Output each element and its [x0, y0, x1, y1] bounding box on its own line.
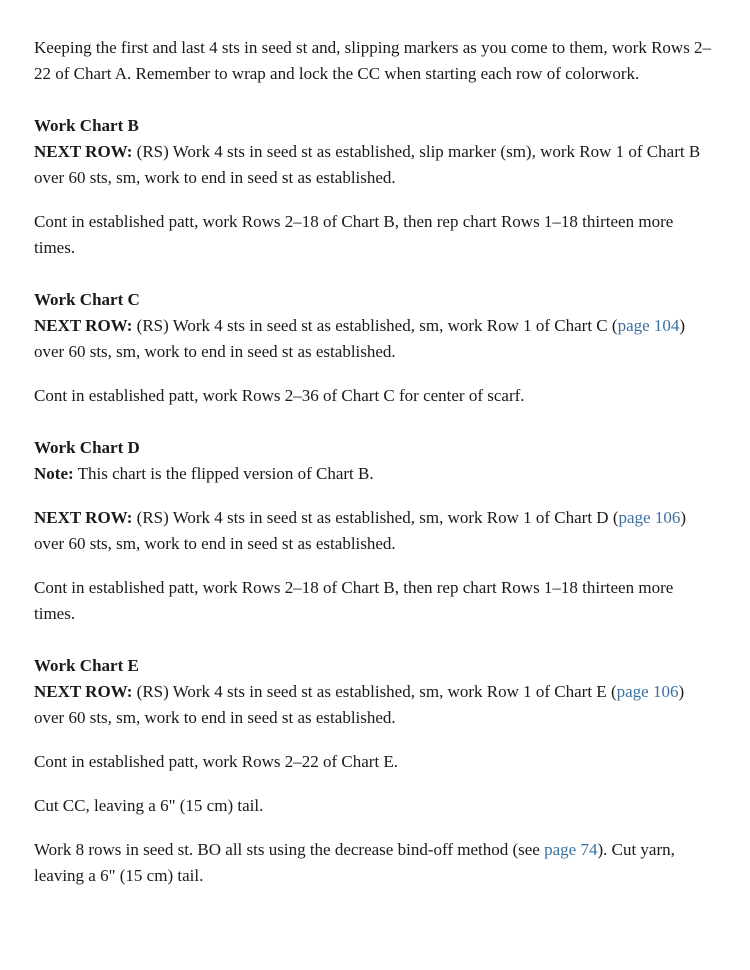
- chart-e-next-text-after: ) over 60 sts, sm, work to end in seed st as established.: [34, 682, 685, 727]
- chart-d-note-text: This chart is the flipped version of Chart B.: [73, 464, 374, 483]
- chart-d-next-row: [34, 505, 714, 557]
- chart-e-final: [34, 837, 714, 889]
- chart-b-cont: Cont in established patt, work Rows 2–18 of Chart B, then rep chart Rows 1–18 thirteen more times.: [34, 212, 674, 257]
- chart-c-next-text-before: (RS) Work 4 sts in seed st as established, sm, work Row 1 of Chart C (: [132, 316, 618, 335]
- section-chart-b: [34, 113, 714, 261]
- chart-e-heading: Work Chart E: [34, 656, 139, 675]
- section-chart-d: [34, 435, 714, 627]
- chart-e-next-text-before: (RS) Work 4 sts in seed st as established, sm, work Row 1 of Chart E (: [132, 682, 617, 701]
- next-row-label: NEXT ROW:: [34, 682, 133, 701]
- final-text-after: ). Cut yarn, leaving a 6" (15 cm) tail.: [34, 840, 675, 885]
- intro-paragraph: Keeping the first and last 4 sts in seed st and, slipping markers as you come to them, work Rows 2–22 of Chart A. Remember to wrap and lock the CC when starting each row of colorwork.: [34, 38, 712, 83]
- next-row-label: NEXT ROW:: [34, 142, 133, 161]
- chart-d-note: [34, 461, 714, 487]
- page-link-106[interactable]: page 106: [618, 508, 681, 527]
- chart-d-next-text-before: (RS) Work 4 sts in seed st as established, sm, work Row 1 of Chart D (: [132, 508, 619, 527]
- next-row-label: NEXT ROW:: [34, 316, 133, 335]
- chart-c-next-row: [34, 313, 714, 365]
- chart-c-next-text-after: ) over 60 sts, sm, work to end in seed st as established.: [34, 316, 686, 361]
- chart-e-cut: Cut CC, leaving a 6" (15 cm) tail.: [34, 796, 264, 815]
- chart-d-cont: Cont in established patt, work Rows 2–18 of Chart B, then rep chart Rows 1–18 thirteen more times.: [34, 578, 674, 623]
- chart-e-next-row: [34, 679, 714, 731]
- page-link-106[interactable]: page 106: [616, 682, 679, 701]
- note-label: Note:: [34, 464, 74, 483]
- chart-e-cont: Cont in established patt, work Rows 2–22 of Chart E.: [34, 752, 399, 771]
- page-link-104[interactable]: page 104: [617, 316, 680, 335]
- page-link-74[interactable]: page 74: [544, 840, 598, 859]
- final-text-before: Work 8 rows in seed st. BO all sts using the decrease bind-off method (see: [34, 840, 545, 859]
- chart-b-next-text: (RS) Work 4 sts in seed st as established, slip marker (sm), work Row 1 of Chart B over 60 sts, sm, work to end in seed st as established.: [34, 142, 701, 187]
- chart-b-heading: Work Chart B: [34, 116, 139, 135]
- chart-b-next-row: [34, 139, 714, 191]
- chart-d-next-text-after: ) over 60 sts, sm, work to end in seed st as established.: [34, 508, 687, 553]
- next-row-label: NEXT ROW:: [34, 508, 133, 527]
- section-chart-c: [34, 287, 714, 409]
- chart-c-heading: Work Chart C: [34, 290, 140, 309]
- document-page: [34, 35, 714, 907]
- chart-d-heading: Work Chart D: [34, 438, 140, 457]
- chart-c-cont: Cont in established patt, work Rows 2–36 of Chart C for center of scarf.: [34, 386, 525, 405]
- section-chart-e: [34, 653, 714, 889]
